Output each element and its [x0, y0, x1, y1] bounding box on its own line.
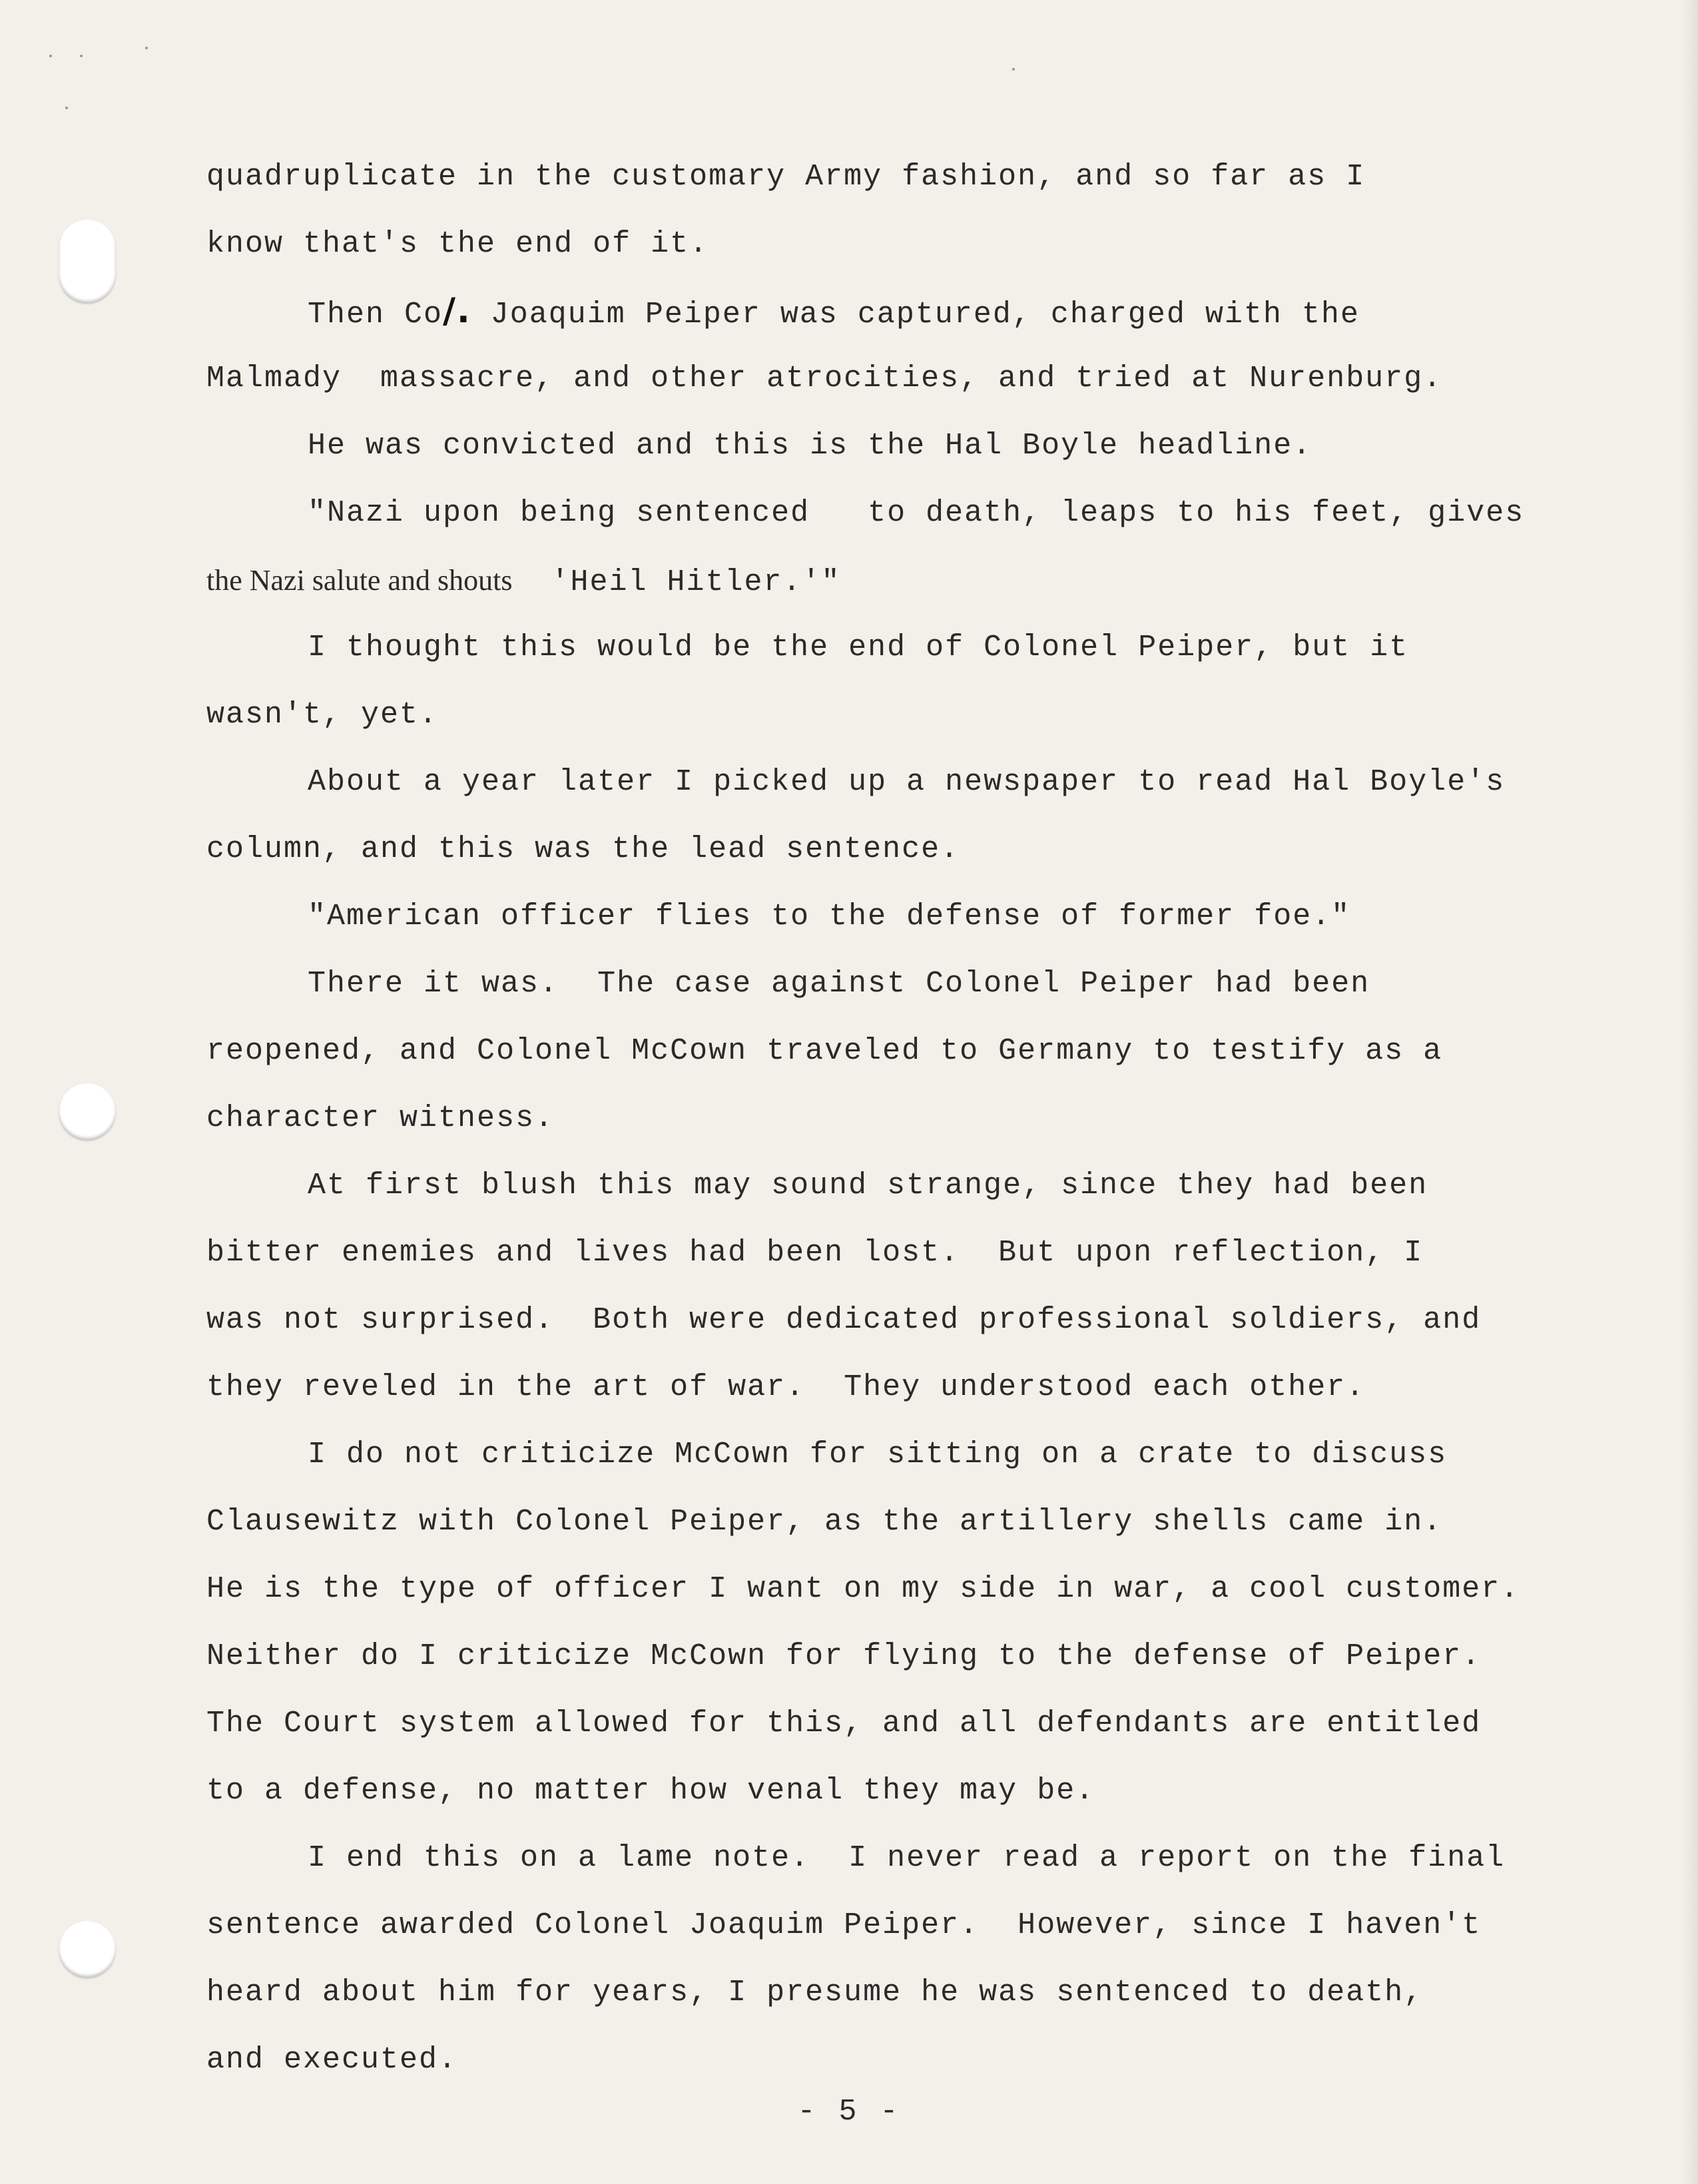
paper-speck [49, 55, 52, 57]
inserted-serif-text: the Nazi salute and shouts [206, 564, 513, 597]
text-line: I do not criticize McCown for sitting on a crate to discuss [308, 1438, 1448, 1472]
line-text: 'Heil Hitler.'" [512, 565, 841, 599]
typed-text-body [206, 143, 1591, 2093]
text-line: column, and this was the lead sentence. [206, 832, 960, 866]
page-edge-shadow [1682, 0, 1698, 2184]
page-number: - 5 - [797, 2095, 901, 2129]
line-text: Then Co [308, 298, 443, 332]
line-text: Joaquim Peiper was captured, charged with the [471, 298, 1360, 332]
text-line: Malmady massacre, and other atrocities, and tried at Nurenburg. [206, 362, 1443, 396]
text-line: I thought this would be the end of Colonel Peiper, but it [308, 631, 1409, 665]
text-line: Clausewitz with Colonel Peiper, as the artillery shells came in. [206, 1505, 1443, 1539]
paper-speck [65, 107, 68, 109]
text-line: Neither do I criticize McCown for flying to the defense of Peiper. [206, 1639, 1482, 1673]
text-line: There it was. The case against Colonel Peiper had been [308, 967, 1370, 1001]
punch-hole-bottom [59, 1921, 116, 1978]
text-line: quadruplicate in the customary Army fashion, and so far as I [206, 160, 1366, 194]
text-line: The Court system allowed for this, and all defendants are entitled [206, 1707, 1482, 1741]
text-line: heard about him for years, I presume he was sentenced to death, [206, 1976, 1424, 2010]
text-line: At first blush this may sound strange, since they had been [308, 1169, 1428, 1203]
punch-hole-middle [59, 1083, 116, 1141]
text-line: He is the type of officer I want on my side in war, a cool customer. [206, 1572, 1520, 1606]
text-line: they reveled in the art of war. They understood each other. [206, 1370, 1366, 1404]
paper-speck [145, 47, 148, 49]
paper-speck [1012, 68, 1015, 71]
text-line: to a defense, no matter how venal they may be. [206, 1774, 1095, 1808]
text-line: and executed. [206, 2043, 458, 2077]
text-line: reopened, and Colonel McCown traveled to Germany to testify as a [206, 1034, 1443, 1068]
text-line: character witness. [206, 1101, 555, 1135]
text-line: sentence awarded Colonel Joaquim Peiper. However, since I haven't [206, 1908, 1482, 1942]
paper-speck [80, 55, 83, 57]
text-line: He was convicted and this is the Hal Boyle headline. [308, 429, 1312, 463]
text-line: About a year later I picked up a newspaper to read Hal Boyle's [308, 765, 1506, 799]
text-line: know that's the end of it. [206, 227, 709, 261]
text-line: I end this on a lame note. I never read a report on the final [308, 1841, 1506, 1875]
text-line: bitter enemies and lives had been lost. But upon reflection, I [206, 1236, 1424, 1270]
punch-hole-top [59, 220, 116, 304]
text-line [206, 547, 1591, 614]
text-line: "Nazi upon being sentenced to death, leaps to his feet, gives [308, 496, 1525, 530]
text-line: "American officer flies to the defense of former foe." [308, 900, 1351, 934]
handwritten-correction-mark: /. [443, 291, 471, 331]
text-line: wasn't, yet. [206, 698, 439, 732]
text-line [206, 278, 1591, 345]
text-line: was not surprised. Both were dedicated professional soldiers, and [206, 1303, 1482, 1337]
